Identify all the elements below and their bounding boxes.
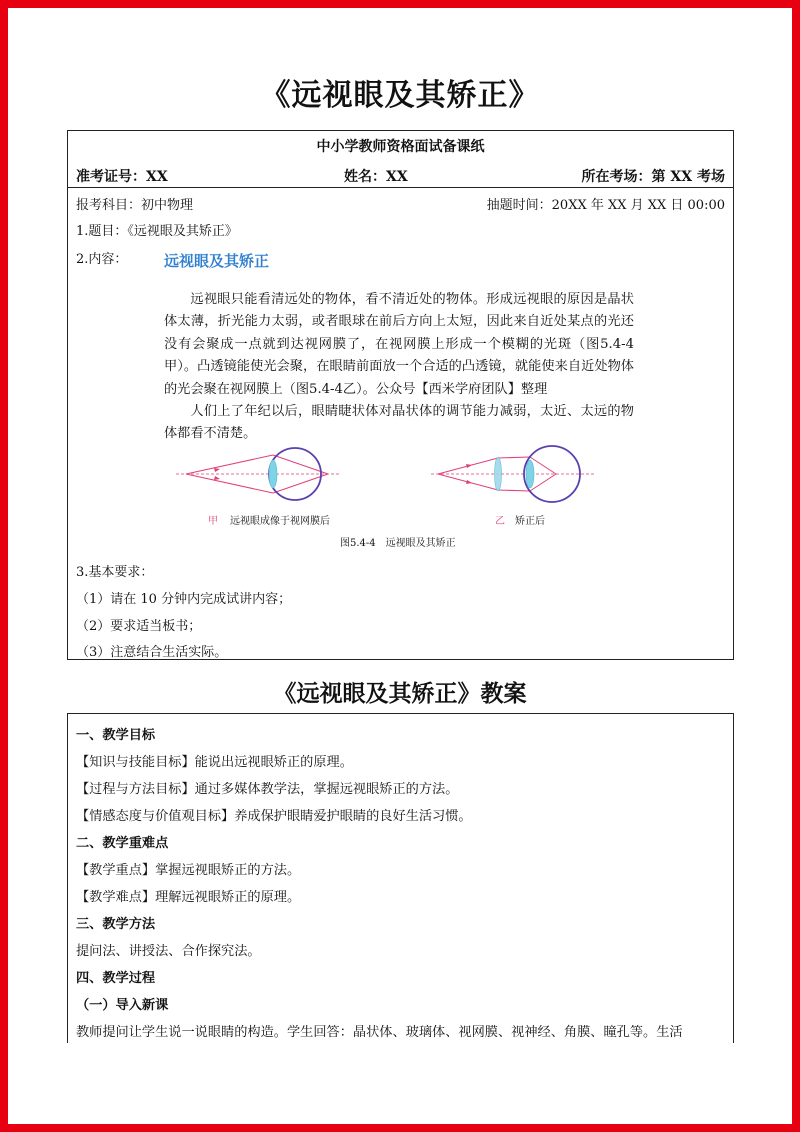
introduction-text: 教师提问让学生说一说眼睛的构造。学生回答：晶状体、玻璃体、视网膜、视神经、角膜、瞳孔等。生活 xyxy=(76,1025,683,1040)
lesson-plan-body xyxy=(67,713,734,1043)
content-paragraph-2: 人们上了年纪以后，眼睛睫状体对晶状体的调节能力减弱，太近、太远的物体都看不清楚。 xyxy=(164,404,634,442)
exam-subject: 报考科目：初中物理 xyxy=(76,198,194,213)
exam-sheet xyxy=(67,130,734,660)
candidate-id: 准考证号：XX xyxy=(76,169,168,185)
figure-b-corrected-eye xyxy=(431,446,596,502)
caption-b-text: 矫正后 xyxy=(515,516,545,527)
requirements-label: 3.基本要求： xyxy=(76,565,154,580)
eye-diagram xyxy=(176,439,596,519)
exam-venue: 所在考场：第 XX 考场 xyxy=(581,169,725,185)
section-title: 远视眼及其矫正 xyxy=(164,252,270,270)
figure-a-farsighted-eye xyxy=(176,448,341,500)
figure-caption: 图5.4-4 远视眼及其矫正 xyxy=(340,538,456,549)
section-key-points: 二、教学重难点 xyxy=(76,836,169,851)
exam-sheet-header: 中小学教师资格面试备课纸 xyxy=(316,139,485,155)
caption-a-letter: 甲 xyxy=(208,516,218,527)
content-label: 2.内容： xyxy=(76,252,128,267)
candidate-info-row xyxy=(68,161,733,188)
key-point: 【教学重点】掌握远视眼矫正的方法。 xyxy=(76,863,301,878)
goal-knowledge: 【知识与技能目标】能说出远视眼矫正的原理。 xyxy=(76,755,353,770)
difficulty-point: 【教学难点】理解远视眼矫正的原理。 xyxy=(76,890,301,905)
teaching-methods: 提问法、讲授法、合作探究法。 xyxy=(76,944,261,959)
topic-line: 1.题目：《远视眼及其矫正》 xyxy=(76,224,238,239)
caption-a-text: 远视眼成像于视网膜后 xyxy=(230,516,330,527)
lesson-plan-title: 《远视眼及其矫正》教案 xyxy=(273,680,527,707)
subsection-introduction: （一）导入新课 xyxy=(76,998,169,1013)
goal-process: 【过程与方法目标】通过多媒体教学法，掌握远视眼矫正的方法。 xyxy=(76,782,459,797)
caption-b-letter: 乙 xyxy=(495,516,505,527)
requirement-3: （3）注意结合生活实际。 xyxy=(76,645,228,660)
content-paragraph-1: 远视眼只能看清远处的物体，看不清近处的物体。形成远视眼的原因是晶状体太薄，折光能力太弱，或者眼球在前后方向上太短，因此来自近处某点的光还没有会聚成一点就到达视网膜了，在视网膜上形成一个模糊的光斑（图5.4-4甲）。凸透镜能使光会聚，在眼睛前面放一个合适的凸透镜，就能使来自近处物体的光会聚在视网膜上（图5.4-4乙）。公众号【西米学府团队】整理 xyxy=(164,292,634,397)
section-teaching-methods: 三、教学方法 xyxy=(76,917,156,932)
requirement-1: （1）请在 10 分钟内完成试讲内容； xyxy=(76,592,292,607)
goal-emotion: 【情感态度与价值观目标】养成保护眼睛爱护眼睛的良好生活习惯。 xyxy=(76,809,472,824)
section-teaching-process: 四、教学过程 xyxy=(76,971,156,986)
requirement-2: （2）要求适当板书； xyxy=(76,619,202,634)
draw-time: 抽题时间：20XX 年 XX 月 XX 日 00:00 xyxy=(486,198,725,213)
candidate-name: 姓名：XX xyxy=(344,169,408,185)
section-teaching-goals: 一、教学目标 xyxy=(76,728,156,743)
page-title: 《远视眼及其矫正》 xyxy=(260,78,540,113)
